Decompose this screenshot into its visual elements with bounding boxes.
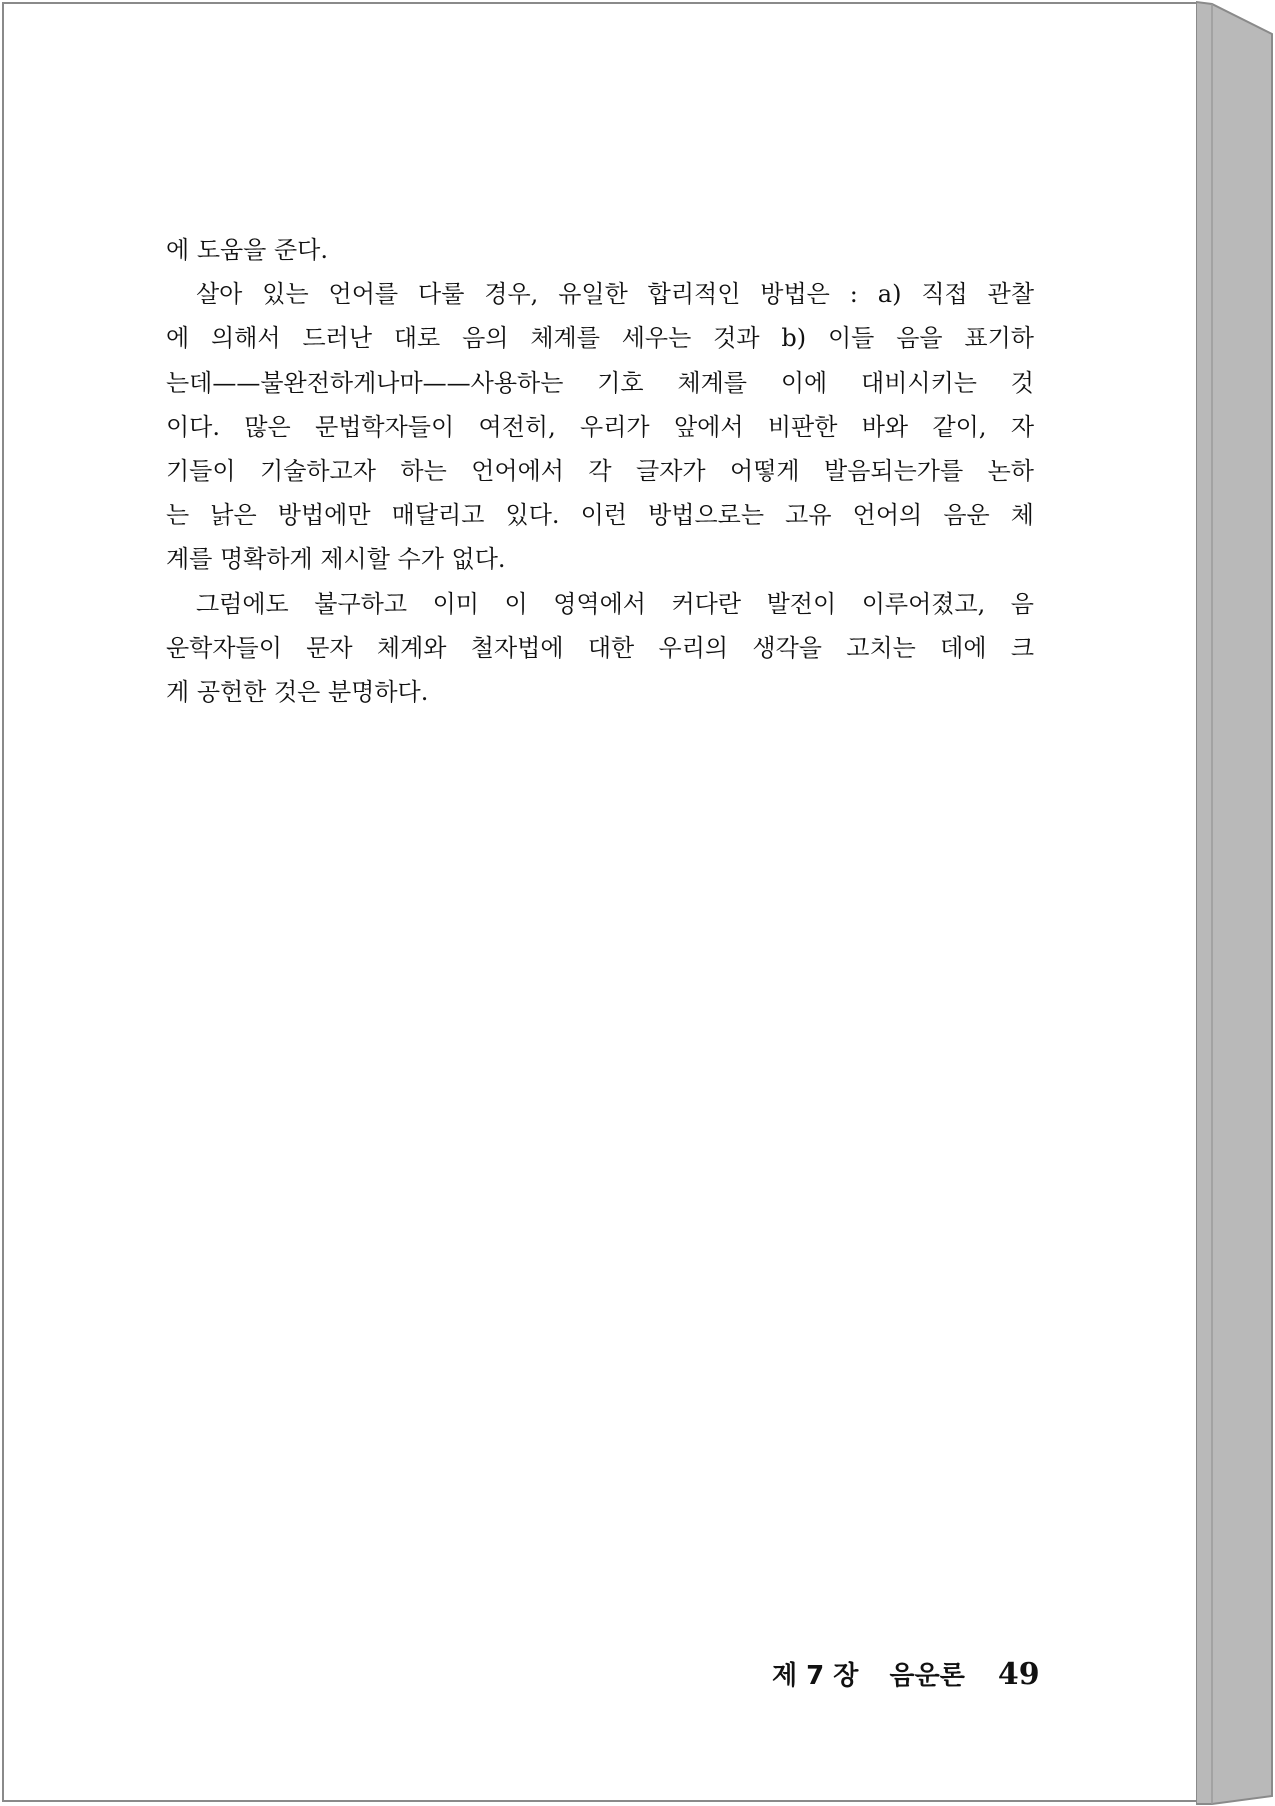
text-line: 기들이 기술하고자 하는 언어에서 각 글자가 어떻게 발음되는가를 논하: [166, 456, 1034, 485]
page-stack-edge-shape: [1196, 0, 1275, 1806]
text-line: 에 도움을 준다.: [166, 236, 328, 264]
text-line: 에 의해서 드러난 대로 음의 체계를 세우는 것과 b) 이들 음을 표기하: [166, 324, 1034, 353]
text-line: 게 공헌한 것은 분명하다.: [166, 677, 429, 706]
text-line: 계를 명확하게 제시할 수가 없다.: [166, 545, 506, 574]
section-title: 음운론: [889, 1661, 965, 1691]
body-text: [166, 228, 1034, 714]
text-line: 이다. 많은 문법학자들이 여전히, 우리가 앞에서 비판한 바와 같이, 자: [166, 412, 1034, 441]
page-number: 49: [997, 1657, 1040, 1692]
running-footer: [772, 1655, 1040, 1695]
paragraph-2: [166, 272, 1034, 581]
text-line: 그럼에도 불구하고 이미 이 영역에서 커다란 발전이 이루어졌고, 음: [196, 589, 1034, 618]
paragraph-3: [166, 582, 1034, 715]
text-line: 는 낡은 방법에만 매달리고 있다. 이런 방법으로는 고유 언어의 음운 체: [166, 501, 1034, 530]
text-line: 살아 있는 언어를 다룰 경우, 유일한 합리적인 방법은 : a) 직접 관찰: [196, 280, 1034, 309]
paragraph-1: [166, 228, 1034, 272]
text-line: 는데——불완전하게나마——사용하는 기호 체계를 이에 대비시키는 것: [166, 368, 1034, 397]
chapter-label: 제 7 장: [772, 1661, 859, 1691]
text-line: 운학자들이 문자 체계와 철자법에 대한 우리의 생각을 고치는 데에 크: [166, 633, 1034, 662]
